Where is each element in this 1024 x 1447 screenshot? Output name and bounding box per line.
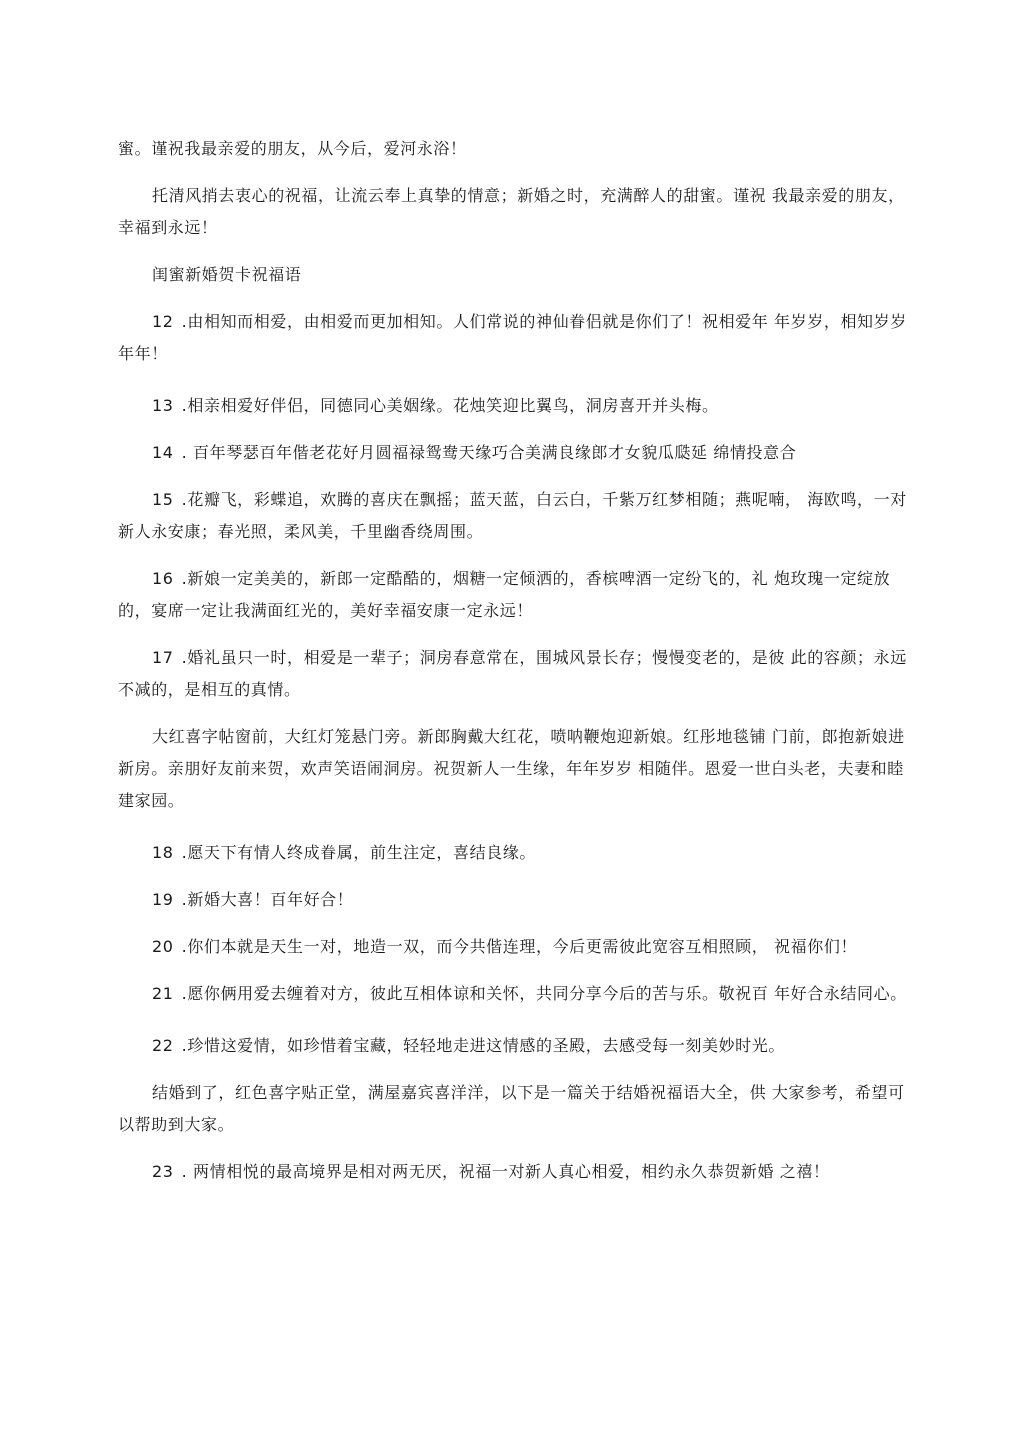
item-text: .新娘一定美美的，新郎一定酷酷的，烟糖一定倾洒的，香槟啤酒一定纷飞的，礼 炮玫瑰一定绽放的，宴席一定让我满面红光的，美好幸福安康一定永远！ <box>118 569 891 620</box>
item-number: 21 <box>152 984 174 1003</box>
paragraph-text: 蜜。谨祝我最亲爱的朋友，从今后，爱河永浴！ <box>118 139 467 158</box>
item-text: .愿天下有情人终成眷属，前生注定，喜结良缘。 <box>176 843 536 862</box>
paragraph-text: 大红喜字帖窗前，大红灯笼悬门旁。新郎胸戴大红花，喷呐鞭炮迎新娘。红彤地毯铺 门前，郎抱新娘进新房。亲朋好友前来贺，欢声笑语闹洞房。祝贺新人一生缘，年年岁岁 相随伴。恩爱一世白头老，夫妻和睦建家园。 <box>118 727 905 810</box>
list-item <box>118 931 918 963</box>
heading-text: 闺蜜新婚贺卡祝福语 <box>152 265 302 284</box>
list-item <box>118 837 918 869</box>
item-number: 13 <box>152 396 174 415</box>
paragraph <box>118 1077 918 1141</box>
item-text: .愿你俩用爱去缠着对方，彼此互相体谅和关怀，共同分享今后的苦与乐。敬祝百 年好合永结同心。 <box>176 984 907 1003</box>
list-item <box>118 1156 918 1188</box>
item-number: 15 <box>152 490 174 509</box>
paragraph <box>118 180 918 244</box>
list-item <box>118 484 918 548</box>
item-number: 14 <box>152 443 174 462</box>
item-number: 22 <box>152 1036 174 1055</box>
item-text: .由相知而相爱，由相爱而更加相知。人们常说的神仙眷侣就是你们了！祝相爱年 年岁岁，相知岁岁年年！ <box>118 312 907 363</box>
list-item <box>118 978 918 1010</box>
item-number: 12 <box>152 312 174 331</box>
item-text: . 百年琴瑟百年偕老花好月圆福禄鸳鸯天缘巧合美满良缘郎才女貌瓜瓞延 绵情投意合 <box>176 443 797 462</box>
item-number: 20 <box>152 937 174 956</box>
list-item <box>118 642 918 706</box>
item-text: .相亲相爱好伴侣，同德同心美姻缘。花烛笑迎比翼鸟，洞房喜开并头梅。 <box>176 396 719 415</box>
list-item <box>118 390 918 422</box>
item-text: .你们本就是天生一对，地造一双，而今共偕连理，今后更需彼此宽容互相照顾， 祝福你们！ <box>176 937 858 956</box>
item-number: 18 <box>152 843 174 862</box>
list-item <box>118 563 918 627</box>
paragraph-text: 托清风捎去衷心的祝福，让流云奉上真挚的情意；新婚之时，充满醉人的甜蜜。谨祝 我最亲爱的朋友，幸福到永远！ <box>118 186 905 237</box>
document-body <box>118 133 918 1188</box>
item-text: .珍惜这爱情，如珍惜着宝藏，轻轻地走进这情感的圣殿，去感受每一刻美妙时光。 <box>176 1036 785 1055</box>
list-item <box>118 1030 918 1062</box>
list-item <box>118 884 918 916</box>
section-heading <box>118 259 918 291</box>
paragraph-text: 结婚到了，红色喜字贴正堂，满屋嘉宾喜洋洋，以下是一篇关于结婚祝福语大全，供 大家参考，希望可以帮助到大家。 <box>118 1083 905 1134</box>
list-item <box>118 437 918 469</box>
item-text: .新婚大喜！百年好合！ <box>176 890 354 909</box>
item-text: .婚礼虽只一时，相爱是一辈子；洞房春意常在，围城风景长存；慢慢变老的，是彼 此的容颜；永远不减的，是相互的真情。 <box>118 648 907 699</box>
item-text: . 两情相悦的最高境界是相对两无厌，祝福一对新人真心相爱，相约永久恭贺新婚 之禧！ <box>176 1162 830 1181</box>
list-item <box>118 306 918 370</box>
paragraph-continuation <box>118 133 918 165</box>
item-number: 23 <box>152 1162 174 1181</box>
item-number: 17 <box>152 648 174 667</box>
item-text: .花瓣飞，彩蝶追，欢腾的喜庆在飘摇；蓝天蓝，白云白，千紫万红梦相随；燕呢喃， 海欧鸣，一对新人永安康；春光照，柔风美，千里幽香绕周围。 <box>118 490 907 541</box>
paragraph <box>118 721 918 817</box>
item-number: 19 <box>152 890 174 909</box>
item-number: 16 <box>152 569 174 588</box>
